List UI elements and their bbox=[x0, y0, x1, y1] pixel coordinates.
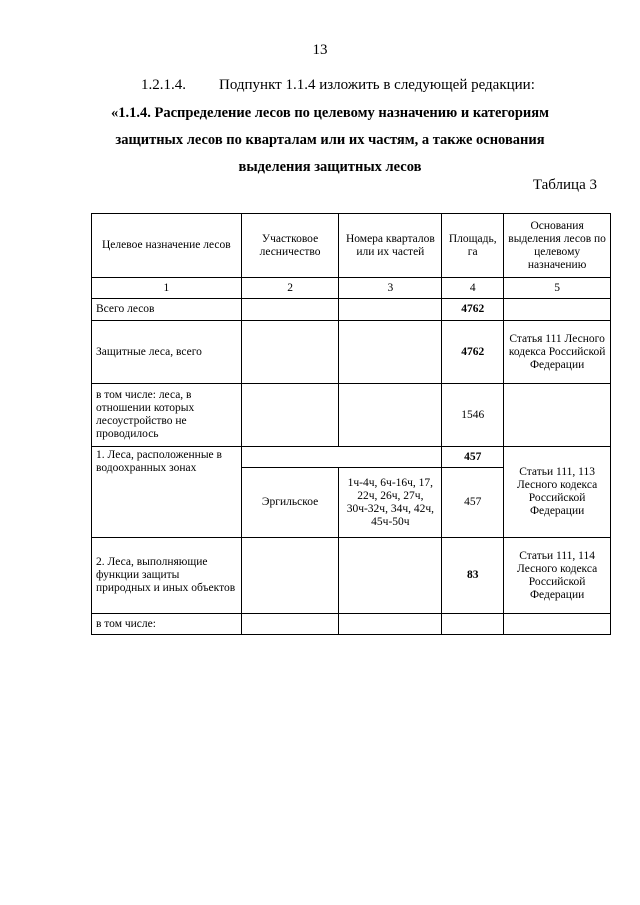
column-number: 3 bbox=[339, 278, 442, 299]
table-header-row bbox=[92, 214, 611, 278]
table-row-natural-protection bbox=[92, 538, 611, 614]
table-row-total bbox=[92, 299, 611, 321]
cell-empty bbox=[241, 538, 339, 614]
cell-basis: Статья 111 Лесного кодекса Российской Федерации bbox=[504, 321, 611, 384]
cell-purpose: в том числе: bbox=[92, 614, 242, 635]
column-number-row bbox=[92, 278, 611, 299]
cell-area: 457 bbox=[442, 447, 504, 468]
header-purpose: Целевое назначение лесов bbox=[92, 214, 242, 278]
cell-empty bbox=[241, 299, 339, 321]
cell-area: 1546 bbox=[442, 384, 504, 447]
cell-empty bbox=[442, 614, 504, 635]
cell-purpose: 1. Леса, расположенные в водоохранных зонах bbox=[92, 447, 242, 538]
heading-line-3: выделения защитных лесов bbox=[238, 159, 422, 175]
cell-purpose: Всего лесов bbox=[92, 299, 242, 321]
cell-purpose: 2. Леса, выполняющие функции защиты природных и иных объектов bbox=[92, 538, 242, 614]
column-number: 2 bbox=[241, 278, 339, 299]
header-district: Участковое лесничество bbox=[241, 214, 339, 278]
header-basis: Основания выделения лесов по целевому назначению bbox=[504, 214, 611, 278]
cell-empty bbox=[339, 299, 442, 321]
column-number: 1 bbox=[92, 278, 242, 299]
heading-line-2: защитных лесов по кварталам или их частям, а также основания bbox=[115, 132, 545, 148]
cell-empty bbox=[241, 447, 442, 468]
heading-line-1: «1.1.4. Распределение лесов по целевому назначению и категориям bbox=[110, 105, 550, 121]
cell-empty bbox=[241, 384, 339, 447]
section-heading bbox=[70, 100, 590, 181]
cell-area: 4762 bbox=[442, 299, 504, 321]
instruction-line bbox=[141, 77, 535, 94]
header-quarters: Номера кварталов или их частей bbox=[339, 214, 442, 278]
instruction-text: Подпункт 1.1.4 изложить в следующей редакции: bbox=[219, 77, 535, 93]
cell-basis: Статьи 111, 114 Лесного кодекса Российской Федерации bbox=[504, 538, 611, 614]
cell-quarters: 1ч-4ч, 6ч-16ч, 17, 22ч, 26ч, 27ч, 30ч-32ч, 34ч, 42ч, 45ч-50ч bbox=[339, 468, 442, 538]
cell-area: 4762 bbox=[442, 321, 504, 384]
page-number: 13 bbox=[312, 42, 328, 58]
cell-area: 83 bbox=[442, 538, 504, 614]
cell-purpose: в том числе: леса, в отношении которых лесоустройство не проводилось bbox=[92, 384, 242, 447]
cell-empty bbox=[339, 614, 442, 635]
cell-basis: Статьи 111, 113 Лесного кодекса Российской Федерации bbox=[504, 447, 611, 538]
cell-empty bbox=[504, 384, 611, 447]
table-row-including bbox=[92, 614, 611, 635]
table-label: Таблица 3 bbox=[532, 177, 597, 193]
cell-empty bbox=[241, 614, 339, 635]
cell-empty bbox=[504, 299, 611, 321]
cell-empty bbox=[339, 384, 442, 447]
table-row-no-survey bbox=[92, 384, 611, 447]
column-number: 5 bbox=[504, 278, 611, 299]
column-number: 4 bbox=[442, 278, 504, 299]
cell-area: 457 bbox=[442, 468, 504, 538]
cell-empty bbox=[504, 614, 611, 635]
cell-empty bbox=[241, 321, 339, 384]
instruction-number: 1.2.1.4. bbox=[141, 77, 186, 93]
cell-purpose: Защитные леса, всего bbox=[92, 321, 242, 384]
forest-distribution-table bbox=[91, 213, 611, 635]
table-row-protective bbox=[92, 321, 611, 384]
header-area: Площадь, га bbox=[442, 214, 504, 278]
cell-district: Эргильское bbox=[241, 468, 339, 538]
cell-empty bbox=[339, 538, 442, 614]
table-row-water-zones bbox=[92, 447, 611, 468]
cell-empty bbox=[339, 321, 442, 384]
